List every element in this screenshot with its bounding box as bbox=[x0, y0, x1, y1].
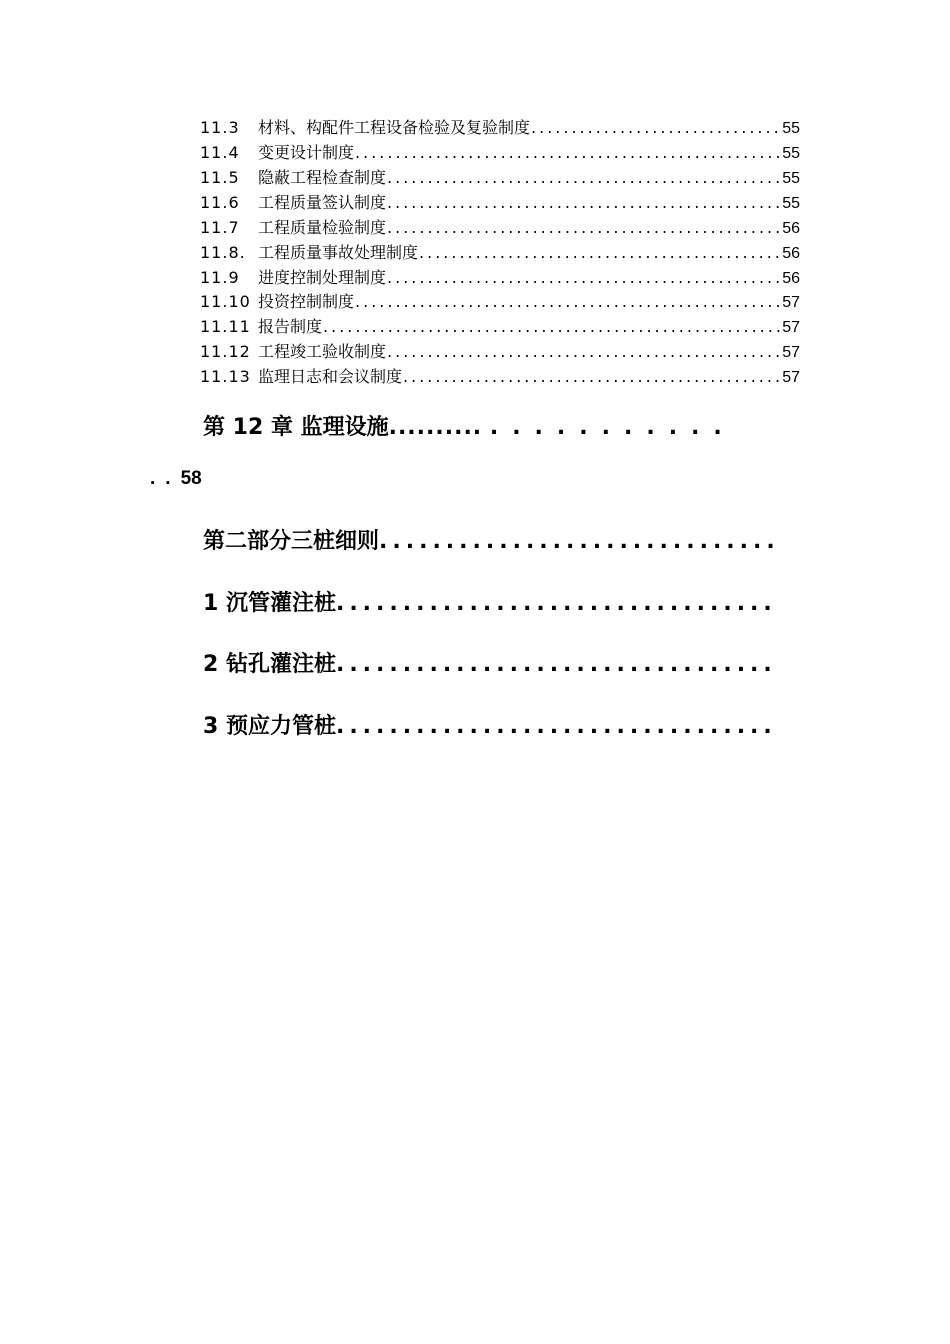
toc-entry[interactable] bbox=[200, 142, 800, 164]
toc-entry-page: 55 bbox=[782, 120, 800, 137]
toc-section[interactable] bbox=[203, 647, 778, 683]
dot-leader bbox=[336, 647, 778, 683]
dot-leader bbox=[387, 167, 781, 189]
toc-entry-number: 11.5 bbox=[200, 168, 240, 187]
toc-entry-page: 56 bbox=[782, 220, 800, 237]
toc-entry-title: 工程质量检验制度 bbox=[258, 218, 387, 237]
toc-entry-page: 55 bbox=[782, 195, 800, 212]
dot-leader bbox=[323, 316, 781, 338]
toc-section[interactable] bbox=[203, 586, 778, 622]
dot-leader bbox=[403, 366, 781, 388]
toc-entry[interactable] bbox=[200, 366, 800, 388]
dot-leader bbox=[355, 291, 781, 313]
toc-entry-number: 11.3 bbox=[200, 118, 240, 137]
dot-leader: .. bbox=[150, 468, 181, 489]
dot-leader bbox=[531, 117, 781, 139]
toc-chapter-12[interactable] bbox=[203, 412, 803, 444]
toc-entry-page: 57 bbox=[782, 294, 800, 311]
toc-entry-number: 11.7 bbox=[200, 218, 240, 237]
toc-part-2[interactable] bbox=[203, 524, 778, 560]
toc-entry[interactable] bbox=[200, 167, 800, 189]
toc-entry-page: 57 bbox=[782, 344, 800, 361]
toc-entry[interactable] bbox=[200, 291, 800, 313]
toc-entry[interactable] bbox=[200, 217, 800, 239]
dot-leader bbox=[387, 192, 781, 214]
toc-chapter-12-continuation[interactable] bbox=[150, 466, 202, 492]
toc-entry-number: 11.8. bbox=[200, 243, 246, 262]
toc-entry-number: 11.4 bbox=[200, 143, 240, 162]
section-title: 3 预应力管桩 bbox=[203, 714, 336, 739]
dot-leader bbox=[387, 267, 781, 289]
toc-entry-number: 11.9 bbox=[200, 268, 240, 287]
toc-entry-title: 监理日志和会议制度 bbox=[258, 367, 403, 386]
toc-entry-title: 变更设计制度 bbox=[258, 143, 355, 162]
toc-entry[interactable] bbox=[200, 316, 800, 338]
dot-leader bbox=[387, 341, 781, 363]
toc-entry-page: 56 bbox=[782, 270, 800, 287]
toc-entry-page: 56 bbox=[782, 245, 800, 262]
toc-entry-number: 11.12 bbox=[200, 342, 251, 361]
toc-entry[interactable] bbox=[200, 341, 800, 363]
toc-entry[interactable] bbox=[200, 192, 800, 214]
dot-leader bbox=[355, 142, 781, 164]
dot-leader bbox=[419, 242, 781, 264]
toc-entry-page: 55 bbox=[782, 170, 800, 187]
toc-entry[interactable] bbox=[200, 117, 800, 139]
toc-entry-title: 进度控制处理制度 bbox=[258, 268, 387, 287]
chapter-page: 58 bbox=[180, 468, 202, 489]
toc-entry-number: 11.6 bbox=[200, 193, 240, 212]
toc-entry-title: 隐蔽工程检查制度 bbox=[258, 168, 387, 187]
toc-entry-title: 投资控制制度 bbox=[258, 292, 355, 311]
toc-entry-title: 工程质量签认制度 bbox=[258, 193, 387, 212]
toc-entry-page: 57 bbox=[782, 369, 800, 386]
section-title: 1 沉管灌注桩 bbox=[203, 591, 336, 616]
toc-entry[interactable] bbox=[200, 267, 800, 289]
dot-leader bbox=[379, 524, 778, 560]
dot-leader: ........... bbox=[489, 415, 736, 440]
dot-leader: .......... bbox=[388, 415, 483, 440]
toc-entry-title: 工程竣工验收制度 bbox=[258, 342, 387, 361]
toc-entry-number: 11.10 bbox=[200, 292, 251, 311]
toc-entry-number: 11.11 bbox=[200, 317, 251, 336]
part-title: 第二部分三桩细则 bbox=[203, 529, 380, 554]
dot-leader bbox=[387, 217, 781, 239]
toc-entry-title: 报告制度 bbox=[258, 317, 323, 336]
toc-section[interactable] bbox=[203, 709, 778, 745]
dot-leader bbox=[336, 709, 778, 745]
toc-entry-page: 55 bbox=[782, 145, 800, 162]
toc-entry-title: 工程质量事故处理制度 bbox=[258, 243, 419, 262]
toc-entry-title: 材料、构配件工程设备检验及复验制度 bbox=[258, 118, 531, 137]
dot-leader bbox=[336, 586, 778, 622]
toc-entry-page: 57 bbox=[782, 319, 800, 336]
toc-entry-number: 11.13 bbox=[200, 367, 251, 386]
chapter-title: 第 12 章 监理设施 bbox=[203, 415, 389, 440]
toc-entry[interactable] bbox=[200, 242, 800, 264]
section-title: 2 钻孔灌注桩 bbox=[203, 652, 336, 677]
